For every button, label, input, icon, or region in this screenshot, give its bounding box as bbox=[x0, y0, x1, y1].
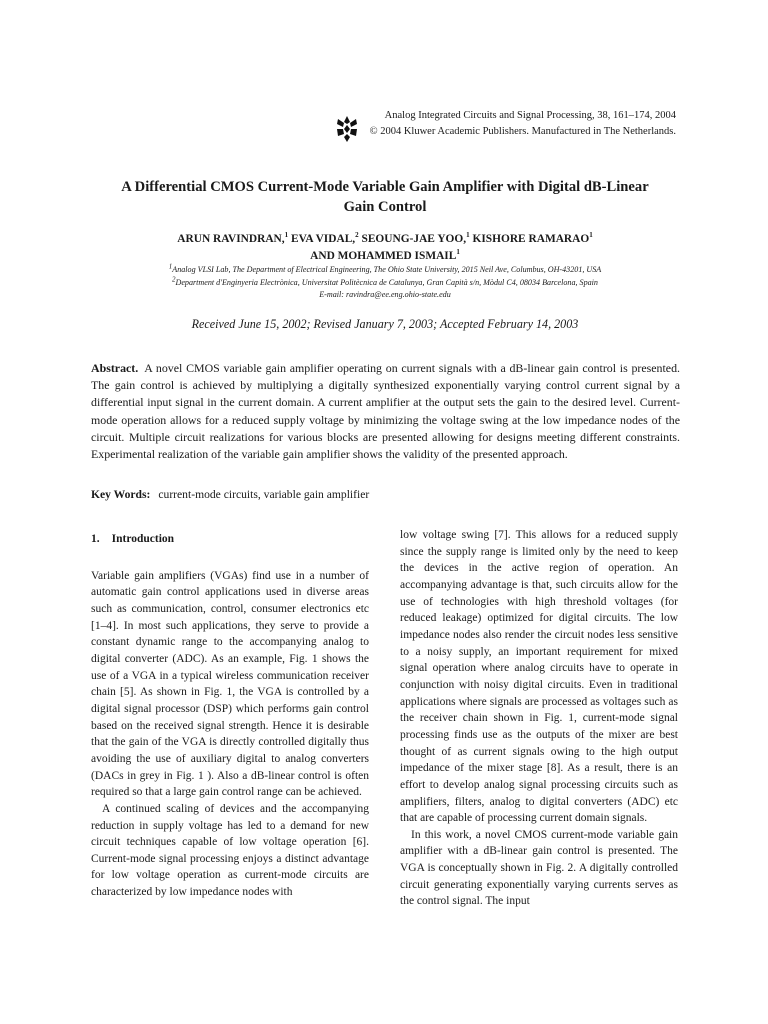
affiliation-mark: 1 bbox=[168, 262, 173, 271]
authors-line-2 bbox=[90, 248, 680, 265]
contact-email: E-mail: ravindra@ee.eng.ohio-state.edu bbox=[319, 290, 451, 299]
received-dates: Received June 15, 2002; Revised January 7, 2003; Accepted February 14, 2003 bbox=[191, 317, 579, 331]
copyright-line: © 2004 Kluwer Academic Publishers. Manufactured in The Netherlands. bbox=[369, 126, 676, 137]
journal-info bbox=[364, 108, 676, 140]
kluwer-logo-icon bbox=[336, 115, 358, 143]
affiliation-mark: 2 bbox=[172, 274, 176, 283]
abstract-text: A novel CMOS variable gain amplifier operating on current signals with a dB-linear gain control is presented. The gain control is achieved by multiplying a digitally synthesized exponentially varying control current signal by a differential input signal in the current domain. A current amplifier at the output sets the gain to the desired level. Current-mode operation allows for a reduced supply voltage by minimizing the voltage swing at the low impedance nodes of the circuit. Multiple circuit realizations for various blocks are presented allowing for designs meeting different constraints. Experimental realization of the variable gain amplifier shows the validity of the presented approach. bbox=[91, 361, 680, 462]
left-column bbox=[91, 531, 369, 901]
abstract bbox=[91, 360, 680, 463]
author-name: SEOUNG-JAE YOO, bbox=[358, 233, 467, 245]
author-name: EVA VIDAL, bbox=[288, 233, 356, 245]
author-name: AND MOHAMMED ISMAIL bbox=[310, 249, 457, 262]
section-title: Introduction bbox=[111, 533, 175, 545]
author-list bbox=[90, 231, 680, 264]
title-line-1: A Differential CMOS Current-Mode Variable Gain Amplifier with Digital dB-Linear bbox=[121, 179, 649, 195]
keywords-text: current-mode circuits, variable gain amplifier bbox=[158, 488, 370, 501]
paragraph: In this work, a novel CMOS current-mode variable gain amplifier with a dB-linear gain control is presented. The VGA is conceptually shown in Fig. 2. A digitally controlled circuit generating exponentially varying currents serves as the control signal. The input bbox=[400, 828, 678, 908]
author-affiliation-mark: 2 bbox=[355, 231, 359, 240]
authors-line-1 bbox=[90, 231, 680, 248]
affiliation-2 bbox=[90, 274, 680, 290]
section-heading bbox=[91, 531, 369, 548]
title-line-2: Gain Control bbox=[343, 198, 427, 215]
affiliation-1 bbox=[90, 264, 680, 277]
paragraph: Variable gain amplifiers (VGAs) find use in a number of automatic gain control applications used in diverse areas such as communication, control, consumer electronics etc [1–4]. In most such applications, they serve to provide a constant dynamic range to the accompanying analog to digital converter (ADC). As an example, Fig. 1 shows the use of a VGA in a typical wireless communication receiver chain [5]. As shown in Fig. 1, the VGA is controlled by a digital signal processor (DSP) which performs gain control based on the received signal strength. Hence it is desirable that the gain of the VGA is directly controlled digitally thus avoiding the use of auxiliary digital to analog converters (DACs in grey in Fig. 1 ). Also a dB-linear control is often required so that a large gain control range can be achieved. bbox=[91, 569, 369, 799]
author-name: KISHORE RAMARAO bbox=[469, 233, 590, 245]
keywords bbox=[91, 486, 680, 503]
author-affiliation-mark: 1 bbox=[456, 247, 460, 256]
author-affiliation-mark: 1 bbox=[466, 231, 470, 240]
abstract-label: Abstract. bbox=[91, 361, 139, 375]
paragraph: low voltage swing [7]. This allows for a reduced supply since the supply range is limited only by the need to keep the devices in the active region of operation. An accompanying advantage is that, such circuits allow for the use of technologies with high threshold voltages (for reduced leakage) optimized for digital circuits. The low impedance nodes also render the circuit nodes less sensitive to a noisy supply, an important requirement for mixed signal operation where analog circuits have to operate in conjunction with noisy digital circuits. Even in traditional applications where signals are processed as voltages such as the receiver chain shown in Fig. 1, current-mode signal processing finds use as the outputs of the mixer are best thought of as current signals owing to the high output impedance of the mixer stage [8]. As a result, there is an effort to develop analog signal processing circuits such as amplifiers, filters, analog to digital converters (ADC) etc that are capable of processing current domain signals. bbox=[400, 529, 678, 825]
author-affiliation-mark: 1 bbox=[589, 231, 593, 240]
affiliation-text: Analog VLSI Lab, The Department of Electrical Engineering, The Ohio State University, 2015 Neil Ave, Columbus, OH-43201, USA bbox=[172, 265, 602, 274]
right-column bbox=[400, 527, 678, 910]
author-name: ARUN RAVINDRAN, bbox=[177, 233, 285, 245]
affiliations bbox=[90, 264, 680, 302]
paper-title bbox=[90, 178, 680, 217]
paragraph: A continued scaling of devices and the accompanying reduction in supply voltage has led to a demand for new circuit techniques capable of low voltage operation [6]. Current-mode signal processing enjoys a distinct advantage for low voltage operation as current-mode circuits are characterized by low impedance nodes with bbox=[91, 802, 369, 899]
keywords-label: Key Words: bbox=[91, 488, 151, 501]
author-affiliation-mark: 1 bbox=[284, 231, 289, 240]
journal-citation: Analog Integrated Circuits and Signal Processing, 38, 161–174, 2004 bbox=[384, 110, 676, 121]
section-number: 1. bbox=[91, 533, 100, 545]
affiliation-text: Department d'Enginyeria Electrònica, Universitat Politècnica de Catalunya, Gran Capità s/n, Mòdul C4, 08034 Barcelona, Spain bbox=[175, 277, 598, 287]
